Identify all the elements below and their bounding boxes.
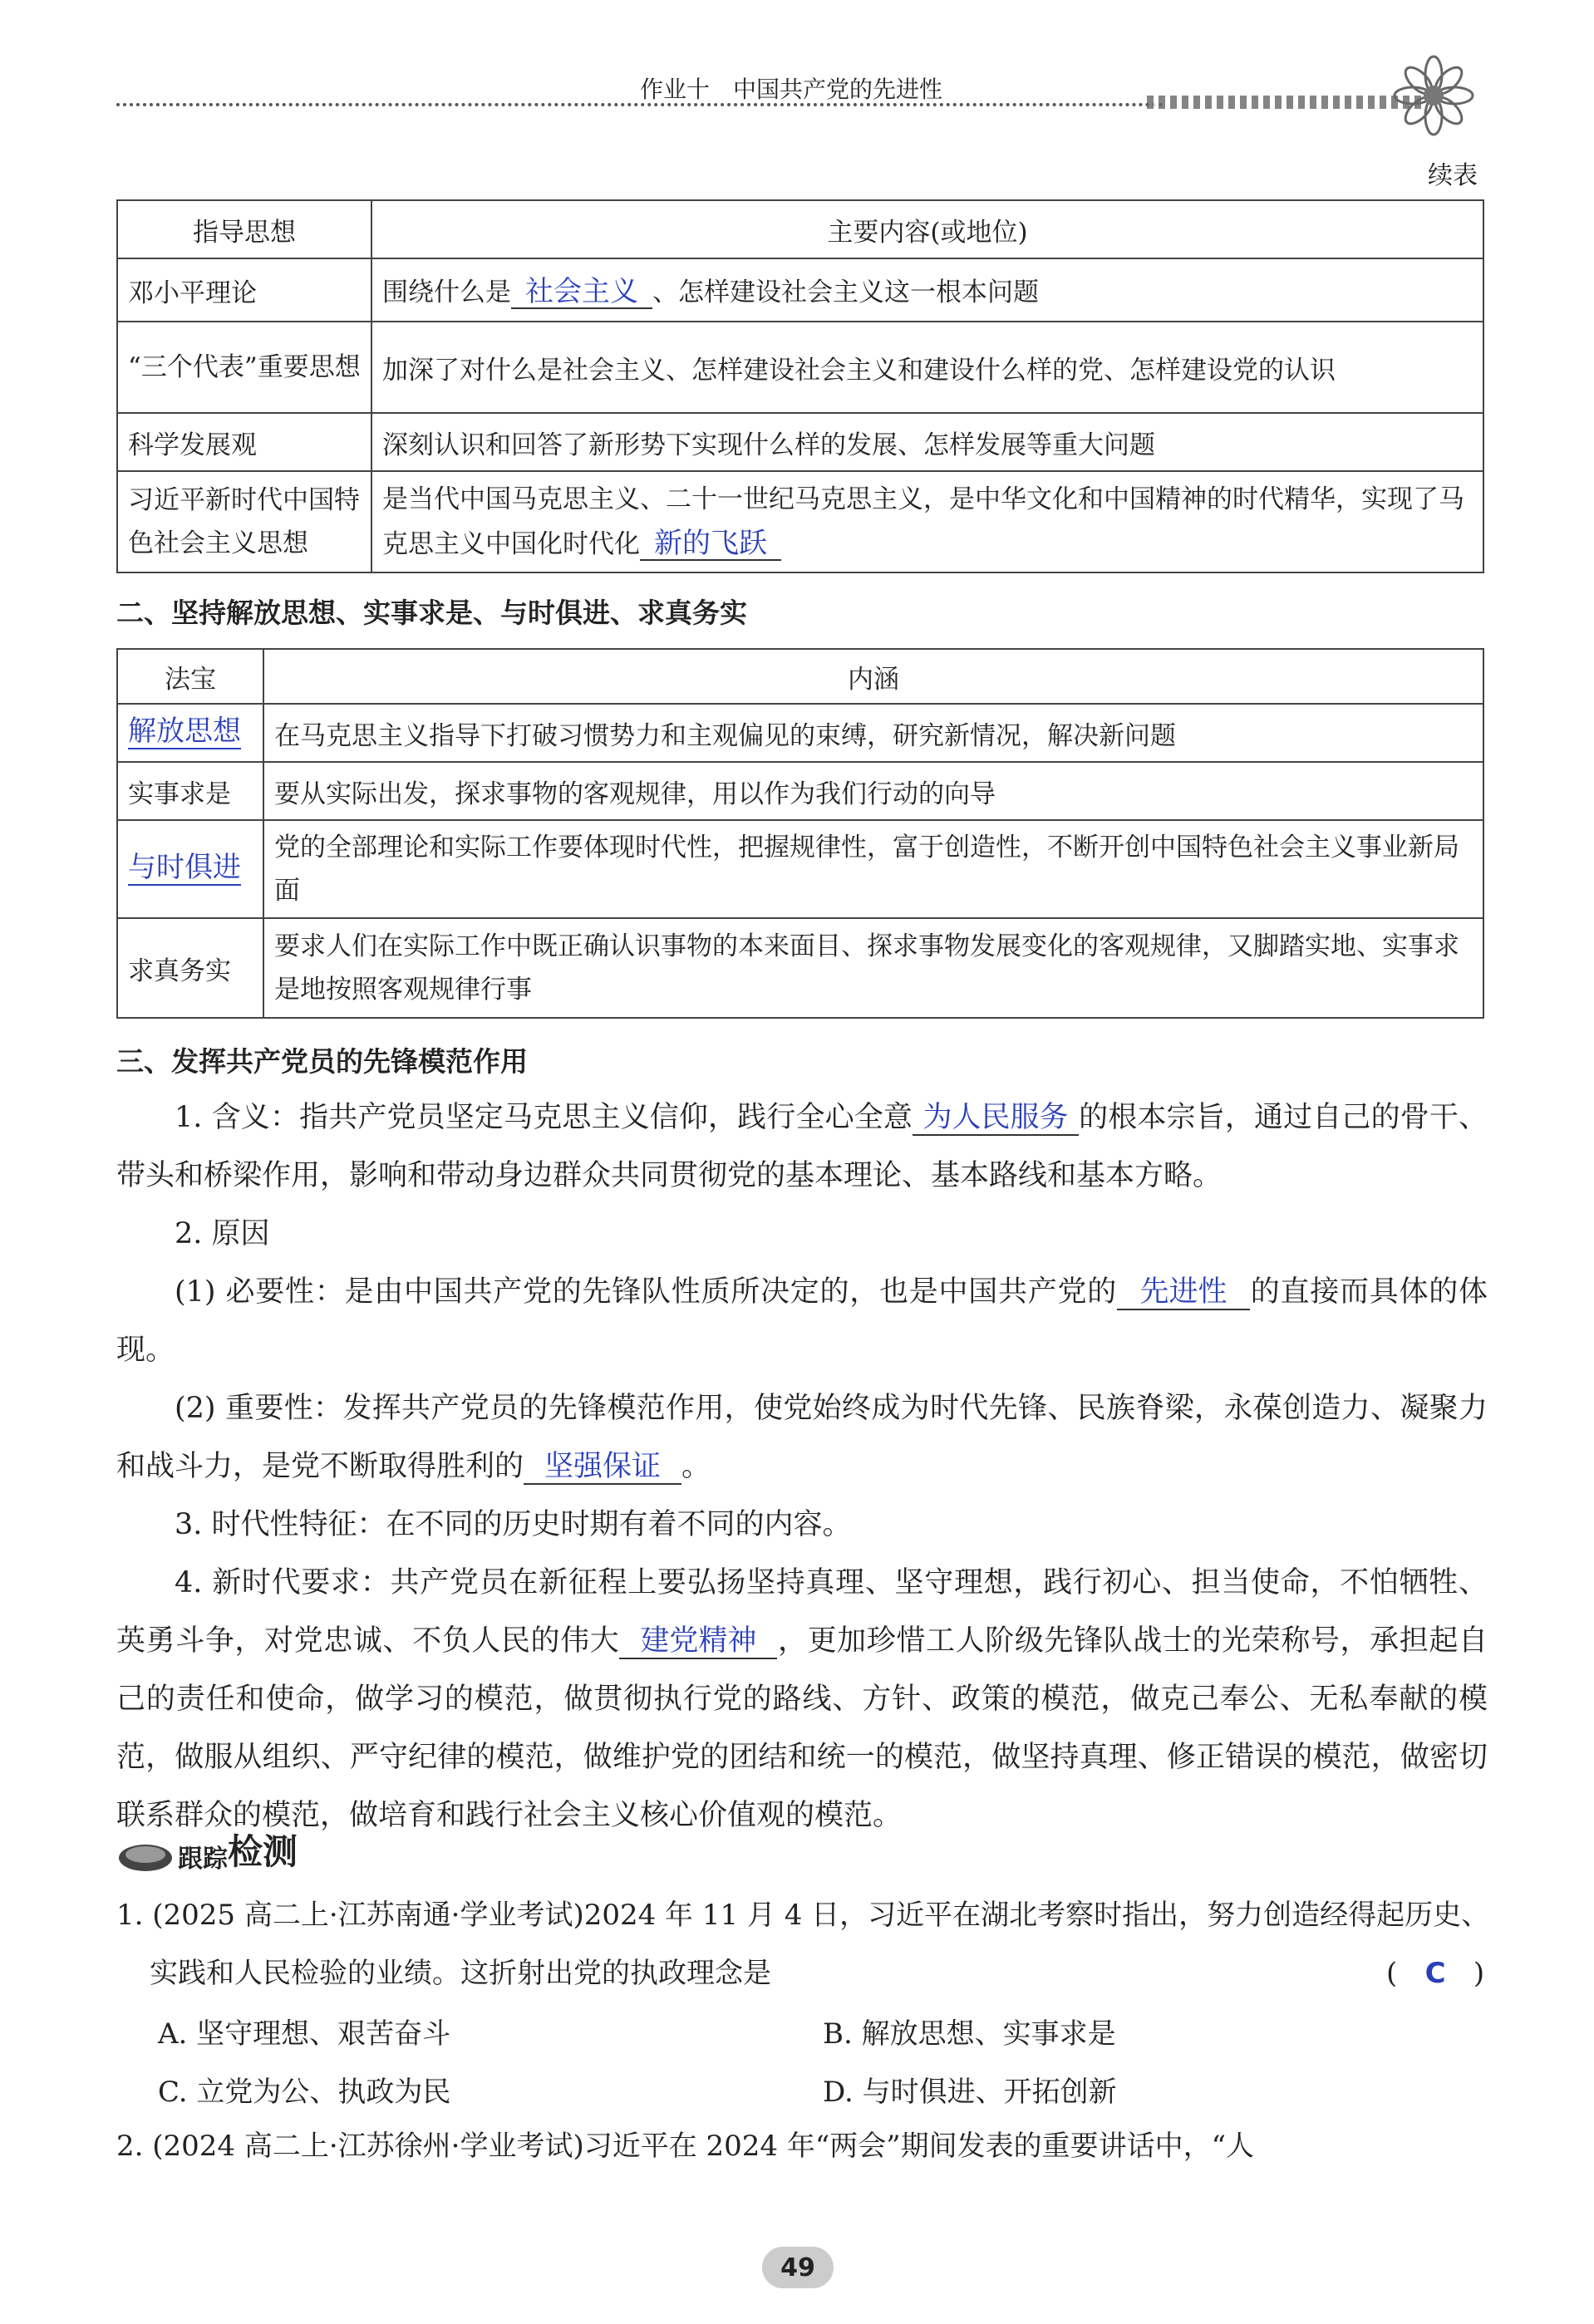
answer-blank: 建党精神 [619, 1625, 777, 1659]
question-1-option-c: C. 立党为公、执政为民 [158, 2076, 451, 2109]
section3-para-necessity: (1) 必要性：是由中国共产党的先锋队性质所决定的，也是中国共产党的 先进性 的直接而具体的体现。 [116, 1275, 1488, 1367]
page-number: 49 [762, 2247, 834, 2288]
table1-row-name: 邓小平理论 [117, 258, 371, 322]
question-1-option-a: A. 坚守理想、艰苦奋斗 [158, 2017, 451, 2051]
question-1-option-d: D. 与时俱进、开拓创新 [823, 2076, 1117, 2109]
question-1-stem: 1. (2025 高二上·江苏南通·学业考试)2024 年 11 月 4 日，习近平在湖北考察时指出，努力创造经得起历史、实践和人民检验的业绩。这折射出党的执政理念是 [116, 1899, 1490, 1990]
guiding-thought-table [116, 199, 1484, 573]
header-decoration [1147, 96, 1421, 109]
table2-row-content: 要求人们在实际工作中既正确认识事物的本来面目、探求事物发展变化的客观规律，又脚踏实地、实事求是地按照客观规律行事 [263, 918, 1483, 1018]
answer-blank: 新的飞跃 [640, 528, 781, 561]
header-dotted-rule [116, 103, 1164, 106]
answer-blank: 坚强保证 [524, 1451, 681, 1485]
flower-icon [1388, 50, 1479, 141]
question-2-stem: 2. (2024 高二上·江苏徐州·学业考试)习近平在 2024 年“两会”期间发表的重要讲话中，“人 [116, 2130, 1255, 2163]
table2-header-col2: 内涵 [263, 649, 1483, 704]
table1-row-name: 科学发展观 [117, 413, 371, 471]
section2-heading: 二、坚持解放思想、实事求是、与时俱进、求真务实 [116, 597, 747, 629]
table1-row-content: 加深了对什么是社会主义、怎样建设社会主义和建设什么样的党、怎样建设党的认识 [371, 322, 1483, 413]
table1-header-col2: 主要内容(或地位) [371, 200, 1483, 258]
section3-para-features: 3. 时代性特征：在不同的历史时期有着不同的内容。 [175, 1508, 852, 1541]
book-icon [116, 1833, 175, 1874]
table1-row-content: 是当代中国马克思主义、二十一世纪马克思主义，是中华文化和中国精神的时代精华，实现了马克思主义中国化时代化 新的飞跃 [371, 471, 1483, 572]
table1-row-content: 围绕什么是 社会主义 、怎样建设社会主义这一根本问题 [371, 258, 1483, 322]
section3-para-reason: 2. 原因 [175, 1217, 270, 1250]
question-1-answer: C [1424, 1957, 1446, 1990]
table2-row-content: 在马克思主义指导下打破习惯势力和主观偏见的束缚，研究新情况，解决新问题 [263, 704, 1483, 762]
tracking-test-badge [116, 1825, 298, 1874]
answer-blank: 为人民服务 [913, 1102, 1079, 1136]
section3-para-requirements: 4. 新时代要求：共产党员在新征程上要弘扬坚持真理、坚守理想，践行初心、担当使命，不怕牺牲、英勇斗争，对党忠诚、不负人民的伟大 建党精神 ，更加珍惜工人阶级先锋队战士的光荣称号，承担起自己的责任和使命，做学习的模范，做贯彻执行党的路线、方针、政策的模范，做克己奉公、无私奉献的模范，做服从组织、严守纪律的模范，做维护党的团结和统一的模范，做坚持真理、修正错误的模范，做密切联系群众的模范，做培育和践行社会主义核心价值观的模范。 [116, 1566, 1488, 1832]
question-1-option-b: B. 解放思想、实事求是 [823, 2017, 1116, 2051]
table2-row-name: 解放思想 [117, 704, 263, 762]
question-1-answer-bracket: ( C ) [1386, 1944, 1484, 2002]
table1-row-name: “三个代表”重要思想 [117, 322, 371, 413]
table2-row-content: 党的全部理论和实际工作要体现时代性，把握规律性，富于创造性，不断开创中国特色社会主义事业新局面 [263, 820, 1483, 918]
table2-row-name: 与时俱进 [117, 820, 263, 918]
section3-heading: 三、发挥共产党员的先锋模范作用 [116, 1045, 528, 1078]
answer-blank: 先进性 [1117, 1276, 1250, 1310]
header-title: 作业十 中国共产党的先进性 [640, 76, 943, 103]
table2-row-name: 实事求是 [117, 762, 263, 820]
tracking-label-small: 跟踪 [178, 1845, 228, 1874]
section3-para-meaning: 1. 含义：指共产党员坚定马克思主义信仰，践行全心全意 为人民服务 的根本宗旨，通过自己的骨干、带头和桥梁作用，影响和带动身边群众共同贯彻党的基本理论、基本路线和基本方略。 [116, 1101, 1488, 1192]
answer-blank: 社会主义 [511, 277, 652, 309]
table1-row-content: 深刻认识和回答了新形势下实现什么样的发展、怎样发展等重大问题 [371, 413, 1483, 471]
table1-row-name: 习近平新时代中国特色社会主义思想 [117, 471, 371, 572]
tracking-label-big: 检测 [228, 1831, 298, 1872]
table2-row-content: 要从实际出发，探求事物的客观规律，用以作为我们行动的向导 [263, 762, 1483, 820]
section3-para-importance: (2) 重要性：发挥共产党员的先锋模范作用，使党始终成为时代先锋、民族脊梁，永葆创造力、凝聚力和战斗力，是党不断取得胜利的 坚强保证 。 [116, 1392, 1488, 1483]
table2-header-col1: 法宝 [117, 649, 263, 704]
continued-label: 续表 [1428, 161, 1478, 190]
table2-row-name: 求真务实 [117, 918, 263, 1018]
magic-weapon-table [116, 648, 1484, 1019]
table1-header-col1: 指导思想 [117, 200, 371, 258]
